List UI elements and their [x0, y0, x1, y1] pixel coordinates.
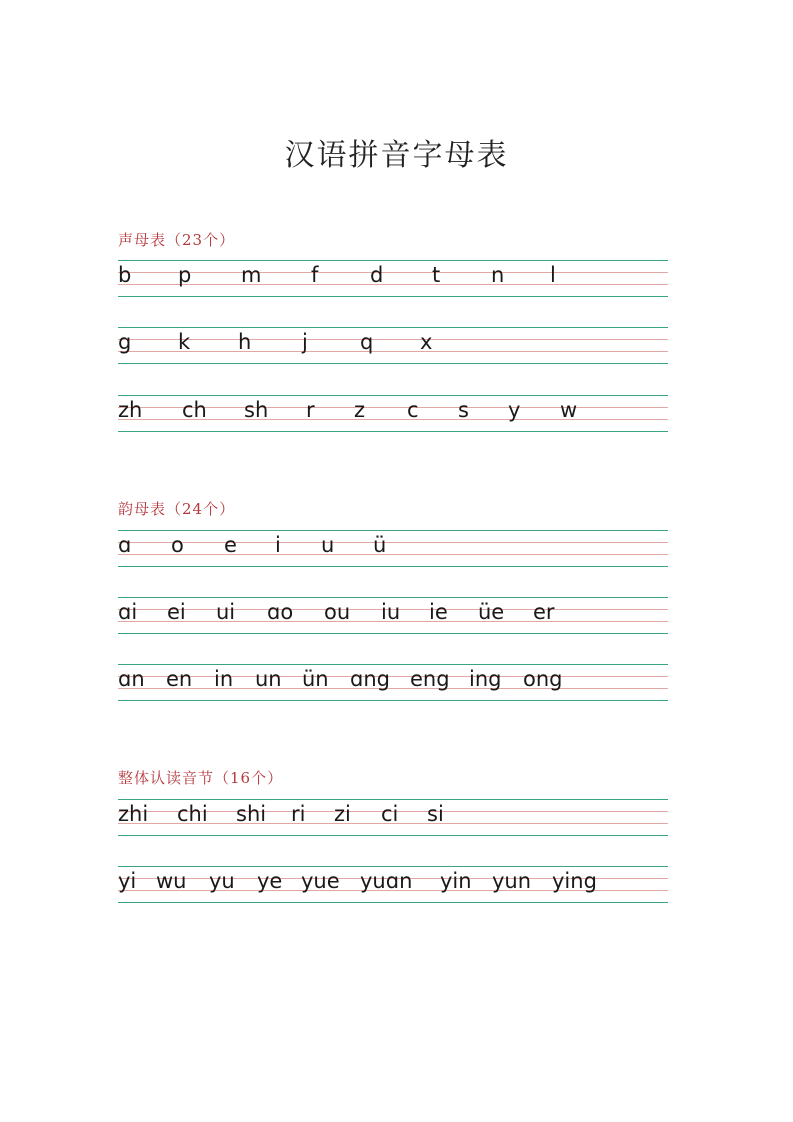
- pinyin-syllable: f: [311, 263, 319, 287]
- staff-line: [118, 339, 668, 340]
- pinyin-syllable: ie: [429, 600, 448, 624]
- pinyin-syllable: en: [166, 667, 193, 691]
- pinyin-syllable: y: [508, 398, 521, 422]
- pinyin-syllable: ui: [216, 600, 236, 624]
- staff-line: [118, 566, 668, 567]
- staff-line: [118, 554, 668, 555]
- pinyin-syllable: l: [550, 263, 556, 287]
- pinyin-syllable: x: [420, 330, 433, 354]
- staff-line: [118, 835, 668, 836]
- pinyin-syllable: b: [118, 263, 132, 287]
- pinyin-syllable: ch: [182, 398, 207, 422]
- pinyin-syllable: shi: [236, 802, 267, 826]
- pinyin-syllable: yin: [440, 869, 472, 893]
- pinyin-syllable: wu: [156, 869, 187, 893]
- pinyin-syllable: üe: [478, 600, 505, 624]
- pinyin-syllable: si: [427, 802, 444, 826]
- staff-line: [118, 272, 668, 273]
- staff-line: [118, 351, 668, 352]
- staff-line: [118, 395, 668, 396]
- staff-line: [118, 431, 668, 432]
- staff-line: [118, 327, 668, 328]
- pinyin-syllable: z: [354, 398, 366, 422]
- pinyin-syllable: o: [171, 533, 184, 557]
- initials-staff-row: [118, 395, 668, 431]
- pinyin-syllable: u: [321, 533, 335, 557]
- staff-line: [118, 542, 668, 543]
- staff-line: [118, 866, 668, 867]
- whole-syllables-section-label: 整体认读音节（16个）: [118, 769, 284, 787]
- finals-section-label: 韵母表（24个）: [118, 500, 236, 518]
- pinyin-syllable: yi: [118, 869, 137, 893]
- staff-line: [118, 700, 668, 701]
- pinyin-syllable: ɑo: [267, 600, 294, 624]
- pinyin-syllable: in: [214, 667, 234, 691]
- pinyin-syllable: w: [560, 398, 578, 422]
- pinyin-syllable: ei: [167, 600, 186, 624]
- pinyin-syllable: j: [302, 330, 308, 354]
- pinyin-syllable: iu: [381, 600, 401, 624]
- pinyin-syllable: ci: [381, 802, 399, 826]
- pinyin-syllable: e: [224, 533, 237, 557]
- pinyin-syllable: yun: [492, 869, 532, 893]
- pinyin-syllable: i: [275, 533, 281, 557]
- pinyin-syllable: r: [306, 398, 315, 422]
- pinyin-syllable: ɑn: [118, 667, 145, 691]
- pinyin-syllable: ri: [291, 802, 306, 826]
- finals-staff-row: [118, 530, 668, 566]
- whole-syllables-staff-row: [118, 799, 668, 835]
- pinyin-syllable: ing: [469, 667, 502, 691]
- pinyin-syllable: yue: [301, 869, 340, 893]
- initials-staff-row: [118, 260, 668, 296]
- pinyin-syllable: n: [491, 263, 505, 287]
- pinyin-syllable: zhi: [118, 802, 149, 826]
- staff-line: [118, 296, 668, 297]
- staff-line: [118, 530, 668, 531]
- pinyin-syllable: ün: [302, 667, 329, 691]
- pinyin-syllable: yu: [209, 869, 235, 893]
- pinyin-syllable: q: [360, 330, 374, 354]
- finals-staff-row: [118, 664, 668, 700]
- staff-line: [118, 633, 668, 634]
- pinyin-syllable: ü: [373, 533, 387, 557]
- pinyin-syllable: eng: [410, 667, 450, 691]
- pinyin-syllable: ying: [552, 869, 597, 893]
- pinyin-syllable: ye: [257, 869, 283, 893]
- pinyin-syllable: g: [118, 330, 132, 354]
- pinyin-syllable: chi: [177, 802, 208, 826]
- staff-line: [118, 799, 668, 800]
- whole-syllables-staff-row: [118, 866, 668, 902]
- pinyin-syllable: c: [407, 398, 419, 422]
- pinyin-syllable: d: [370, 263, 384, 287]
- pinyin-syllable: sh: [244, 398, 269, 422]
- initials-staff-row: [118, 327, 668, 363]
- pinyin-syllable: k: [178, 330, 191, 354]
- pinyin-syllable: m: [241, 263, 262, 287]
- initials-section-label: 声母表（23个）: [118, 231, 236, 249]
- staff-line: [118, 284, 668, 285]
- pinyin-syllable: s: [458, 398, 469, 422]
- pinyin-syllable: ɑi: [118, 600, 138, 624]
- pinyin-syllable: ou: [324, 600, 351, 624]
- staff-line: [118, 597, 668, 598]
- staff-line: [118, 260, 668, 261]
- staff-line: [118, 664, 668, 665]
- pinyin-syllable: er: [533, 600, 555, 624]
- pinyin-syllable: h: [238, 330, 252, 354]
- pinyin-syllable: t: [432, 263, 441, 287]
- pinyin-syllable: ong: [523, 667, 563, 691]
- page-title: 汉语拼音字母表: [284, 138, 509, 173]
- pinyin-syllable: yuɑn: [360, 869, 413, 893]
- pinyin-syllable: zi: [334, 802, 351, 826]
- pinyin-syllable: un: [255, 667, 282, 691]
- pinyin-syllable: zh: [118, 398, 143, 422]
- pinyin-syllable: p: [178, 263, 192, 287]
- staff-line: [118, 676, 668, 677]
- pinyin-syllable: ɑ: [118, 533, 132, 557]
- finals-staff-row: [118, 597, 668, 633]
- staff-line: [118, 902, 668, 903]
- pinyin-syllable: ɑng: [350, 667, 390, 691]
- staff-line: [118, 363, 668, 364]
- staff-line: [118, 688, 668, 689]
